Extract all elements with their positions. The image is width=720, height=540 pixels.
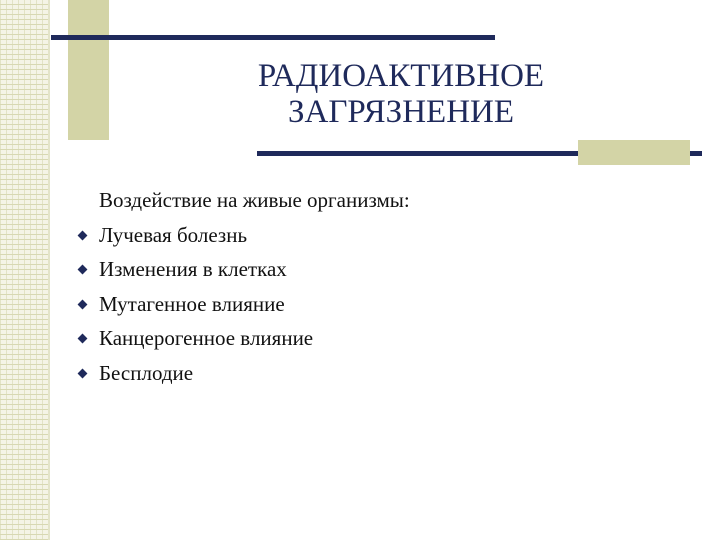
decorative-khaki-block-top bbox=[68, 0, 109, 140]
slide-content bbox=[74, 183, 674, 390]
list-item bbox=[74, 321, 674, 356]
decorative-left-strip bbox=[0, 0, 48, 540]
slide-title-line-1: РАДИОАКТИВНОЕ bbox=[257, 58, 545, 94]
list-item bbox=[74, 356, 674, 391]
diamond-bullet-icon bbox=[78, 265, 88, 275]
diamond-bullet-icon bbox=[78, 368, 88, 378]
list-item-text: Бесплодие bbox=[99, 360, 194, 385]
list-item bbox=[74, 252, 674, 287]
decorative-navy-bar-top bbox=[51, 35, 495, 40]
slide-title-line-2: ЗАГРЯЗНЕНИЕ bbox=[287, 94, 515, 130]
decorative-khaki-block-bottom bbox=[578, 140, 690, 165]
diamond-bullet-icon bbox=[78, 299, 88, 309]
list-item bbox=[74, 287, 674, 322]
list-item-text: Лучевая болезнь bbox=[99, 222, 248, 247]
diamond-bullet-icon bbox=[78, 334, 88, 344]
list-item-text: Канцерогенное влияние bbox=[99, 326, 314, 350]
slide-title bbox=[216, 58, 586, 130]
decorative-strip-edge bbox=[48, 0, 50, 540]
diamond-bullet-icon bbox=[78, 230, 88, 240]
list-item-text: Мутагенное влияние bbox=[99, 291, 285, 316]
intro-text: Воздействие на живые организмы: bbox=[99, 188, 410, 212]
intro-line bbox=[74, 183, 674, 218]
list-item bbox=[74, 218, 674, 253]
list-item-text: Изменения в клетках bbox=[99, 257, 287, 281]
